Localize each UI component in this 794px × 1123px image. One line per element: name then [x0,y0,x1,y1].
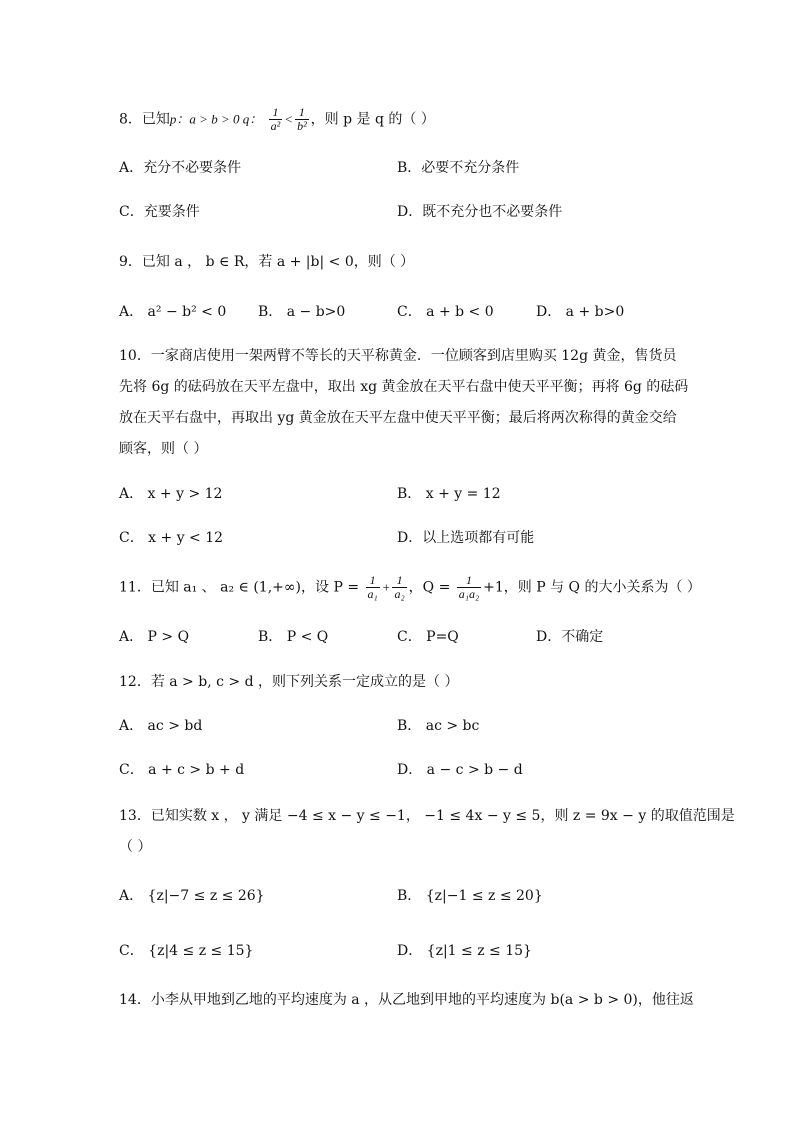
question-13-line-2: （ ） [119,839,152,855]
q12-option-c[interactable]: C． a + c > b + d [119,762,245,778]
q10-option-a[interactable]: A． x + y > 12 [119,486,223,502]
question-11-stem: 11．已知 a₁ 、 a₂ ∈ (1,+∞)，设 P = $\frac{1}{\text{a₁}}$ + $\frac{1}{\text{a₂}}$ ，Q = $\frac{1}{\text{a₁a₂}}$ +1，则 P 与 Q 的大小关系为（ ） [119,573,701,601]
question-12-stem: 12．若 a > b, c > d ，则下列关系一定成立的是（ ） [119,674,459,690]
question-10-line-1: 10．一家商店使用一架两臂不等长的天平称黄金．一位顾客到店里购买 12g 黄金，售货员 [119,348,677,364]
q9-option-b[interactable]: B． a − b>0 [258,304,346,320]
fraction-1-over-a2: $\frac{1}{\text{a₂}}$ [394,573,405,601]
question-10-line-3: 放在天平右盘中，再取出 yg 黄金放在天平左盘中使天平平衡；最后将两次称得的黄金交给 [119,410,677,426]
question-9-stem: 9．已知 a ， b ∈ R，若 a + |b| < 0，则（ ） [119,254,415,270]
fraction-1-over-a1a2: $\frac{1}{\text{a₁a₂}}$ [458,573,480,601]
q10-option-c[interactable]: C． x + y < 12 [119,530,224,546]
q8-option-c[interactable]: C．充要条件 [119,204,200,220]
q11-option-c[interactable]: C． P=Q [397,629,459,645]
q10-option-b[interactable]: B． x + y = 12 [397,486,501,502]
q8-option-a[interactable]: A．充分不必要条件 [119,160,242,176]
fraction-1-over-a1: $\frac{1}{\text{a₁}}$ [367,573,378,601]
q9-option-a[interactable]: A． a² − b² < 0 [119,304,227,320]
question-10-line-2: 先将 6g 的砝码放在天平左盘中，取出 xg 黄金放在天平右盘中使天平平衡；再将 6g 的砝码 [119,379,689,395]
q11-option-d[interactable]: D．不确定 [536,629,604,645]
q11-option-a[interactable]: A． P > Q [119,629,190,645]
q12-option-a[interactable]: A． ac > bd [119,718,203,734]
fraction-1-over-a2: $\frac{1}{\text{a²}}$ [270,105,281,133]
q13-option-b[interactable]: B． {z|−1 ≤ z ≤ 20} [397,888,543,904]
fraction-1-over-b2: $\frac{1}{\text{b²}}$ [297,105,307,133]
q12-option-d[interactable]: D． a − c > b − d [397,762,523,778]
q8-option-b[interactable]: B．必要不充分条件 [397,160,520,176]
q10-option-d[interactable]: D．以上选项都有可能 [397,530,535,546]
q9-option-d[interactable]: D． a + b>0 [536,304,625,320]
question-13-line-1: 13．已知实数 x ， y 满足 −4 ≤ x − y ≤ −1， −1 ≤ 4x − y ≤ 5，则 z = 9x − y 的取值范围是 [119,808,735,824]
q9-option-c[interactable]: C． a + b < 0 [397,304,494,320]
q11-option-b[interactable]: B． P < Q [258,629,329,645]
q12-option-b[interactable]: B． ac > bc [397,718,480,734]
q13-option-d[interactable]: D． {z|1 ≤ z ≤ 15} [397,943,532,959]
question-14-line-1: 14．小李从甲地到乙地的平均速度为 a ，从乙地到甲地的平均速度为 b(a > b > 0)，他往返 [119,992,694,1008]
question-8-stem: 8．已知p：a > b > 0 q： $\frac{1}{\text{a²}}$ < $\frac{1}{\text{b²}}$ ，则 p 是 q 的（ ） [119,105,435,133]
q13-option-c[interactable]: C． {z|4 ≤ z ≤ 15} [119,943,254,959]
q8-option-d[interactable]: D．既不充分也不必要条件 [397,204,563,220]
q13-option-a[interactable]: A． {z|−7 ≤ z ≤ 26} [119,888,265,904]
question-10-line-4: 顾客，则（ ） [119,441,208,457]
